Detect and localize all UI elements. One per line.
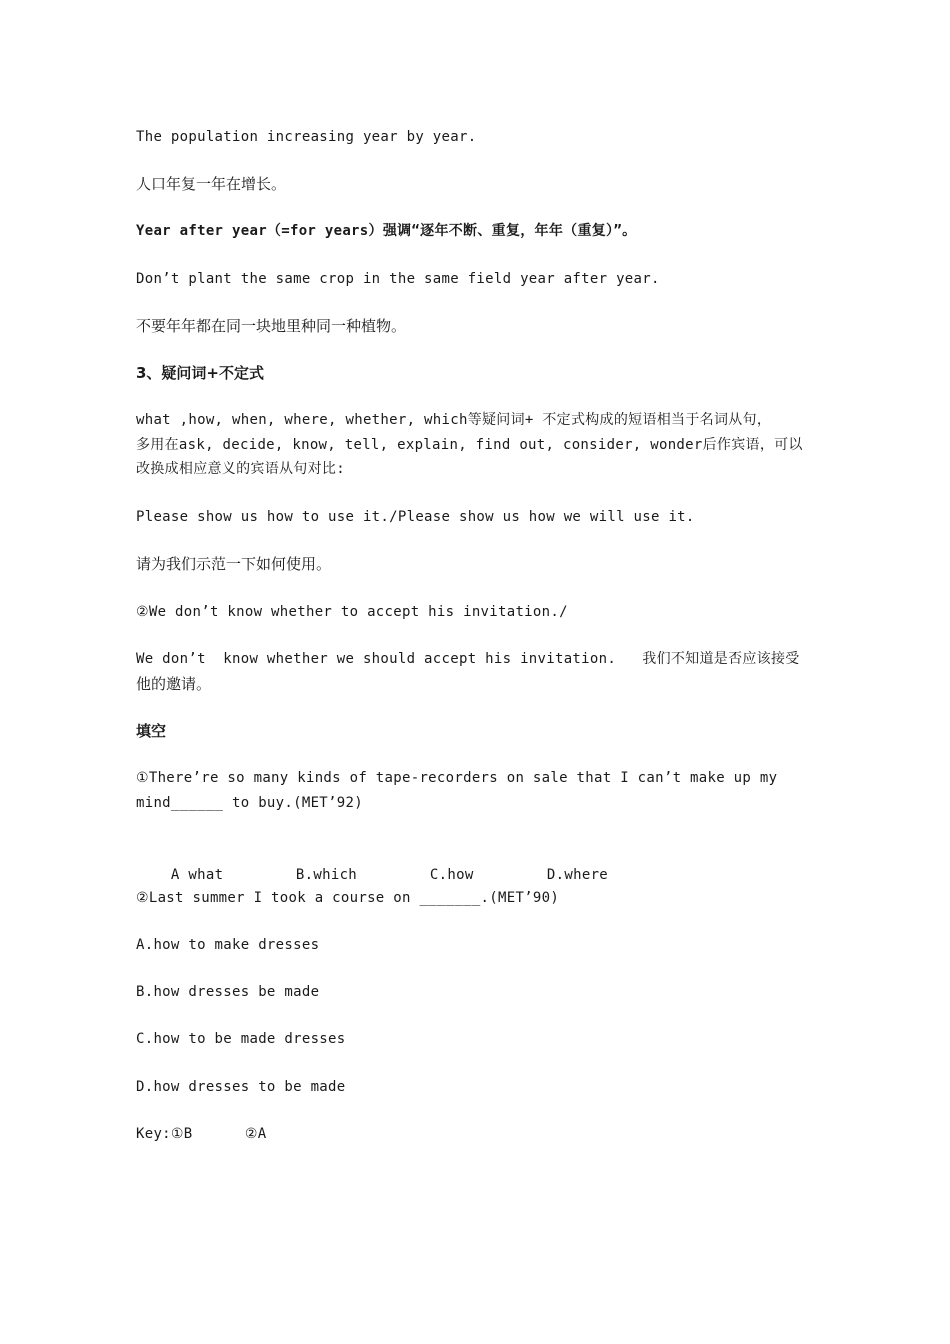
option-d: D.where: [546, 867, 609, 883]
option-b: B.which: [295, 867, 358, 883]
question-2-option-b: B.how dresses be made: [136, 984, 320, 1000]
question-1-line-1: ①There’re so many kinds of tape-recorders on sale that I can’t make up my: [136, 770, 778, 786]
question-2-option-c: C.how to be made dresses: [136, 1031, 346, 1047]
paragraph-example-sentence-2: Don’t plant the same crop in the same field year after year.: [136, 271, 660, 287]
paragraph-explanation-line-3: 改换成相应意义的宾语从句对比:: [136, 461, 345, 477]
paragraph-example-sentence-5-line-2: 他的邀请。: [136, 675, 212, 693]
question-2-option-d: D.how dresses to be made: [136, 1079, 346, 1095]
paragraph-example-sentence: The population increasing year by year.: [136, 129, 477, 145]
question-2: ②Last summer I took a course on _______.(MET’90): [136, 890, 560, 906]
paragraph-example-sentence-5-line-1: We don’t know whether we should accept his invitation. 我们不知道是否应该接受: [136, 651, 800, 667]
option-c: C.how: [429, 867, 474, 883]
paragraph-explanation-line-2: 多用在ask, decide, know, tell, explain, find out, consider, wonder后作宾语，可以: [136, 437, 803, 453]
option-a: A what: [170, 867, 224, 883]
paragraph-translation: 人口年复一年在增长。: [136, 175, 287, 193]
answer-key: Key:①B ②A: [136, 1126, 267, 1142]
paragraph-example-sentence-4: ②We don’t know whether to accept his invitation./: [136, 604, 568, 620]
paragraph-year-after-year: Year after year（=for years）强调“逐年不断、重复，年年（重复）”。: [136, 223, 637, 239]
paragraph-example-sentence-3: Please show us how to use it./Please show us how we will use it.: [136, 509, 695, 525]
section-heading-interrogative-infinitive: 3、疑问词+不定式: [136, 364, 265, 382]
paragraph-explanation-line-1: what ,how, when, where, whether, which等疑问词+ 不定式构成的短语相当于名词从句，: [136, 412, 772, 428]
paragraph-translation-2: 不要年年都在同一块地里种同一种植物。: [136, 317, 407, 335]
paragraph-translation-3: 请为我们示范一下如何使用。: [136, 555, 332, 573]
question-1-line-2: mind______ to buy.(MET’92): [136, 795, 363, 811]
question-2-option-a: A.how to make dresses: [136, 937, 320, 953]
section-heading-fill-blank: 填空: [136, 722, 167, 740]
